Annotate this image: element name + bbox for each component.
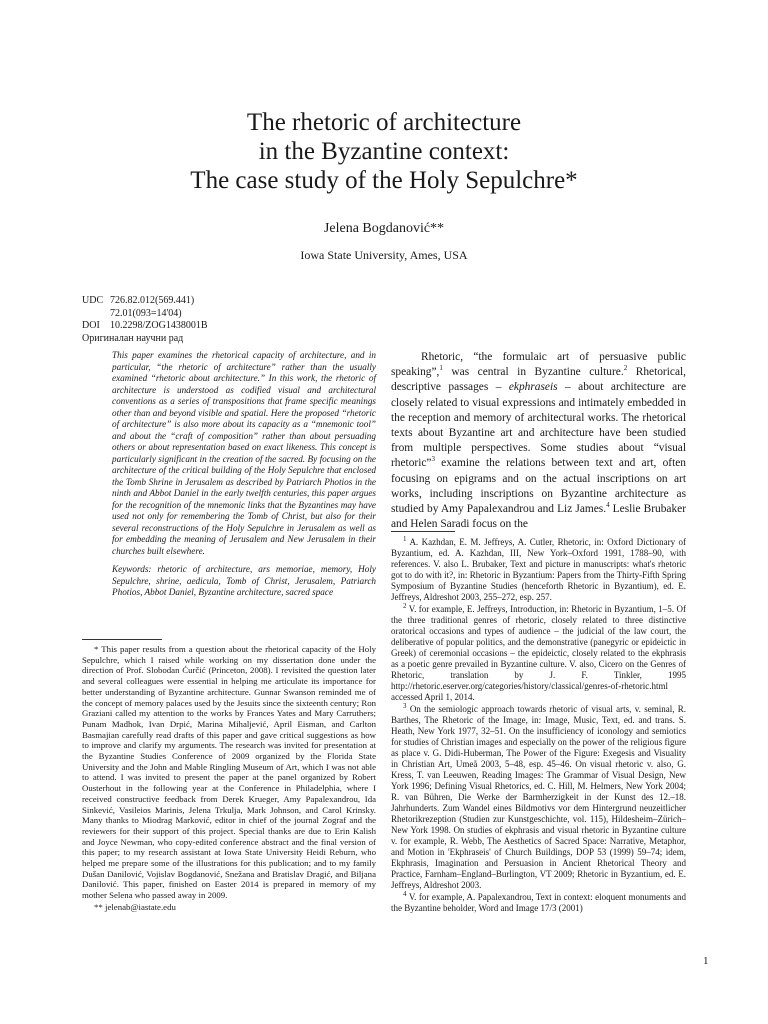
main-body-text [391, 350, 686, 532]
article-metadata [82, 295, 208, 345]
footnote-number: 4 [403, 890, 407, 898]
abstract-text: This paper examines the rhetorical capacity of architecture, and in particular, “the rhetoric of architecture” rather than the usually examined “rhetoric about architecture.” In this work, the rhetoric of architecture is understood as codified visual and architectural conventions as a series of transpositions that frame specific meanings other than and beyond visible and spatial. Here the proposed “rhetoric of architecture” is also more about its capacity as a “mnemonic tool” and about the “craft of composition” rather than about persuading others or about representation based on exact likeness. This concept is particularly significant in the creation of the sacred. By focusing on the architecture of the critical building of the Holy Sepulchre that enclosed the Tomb Shrine in Jerusalem as described by Patriarch Photios in the ninth and Abbot Daniel in the early twelfth centuries, this paper argues for the recognition of the mnemonic links that the Byzantines may have used not only for remembering the Tomb of Christ, but also for their several reconstructions of the Holy Sepulchre in Jerusalem as well as for embedding the meaning of Jerusalem and New Jerusalem in their churches built elsewhere. [112, 350, 376, 556]
title-line-3: The case study of the Holy Sepulchre* [190, 167, 578, 194]
body-text-run: Rhetorical, descriptive passages – [391, 366, 687, 394]
abstract [112, 350, 376, 599]
title-line-2: in the Byzantine context: [258, 138, 510, 165]
doi-label: DOI [82, 320, 100, 331]
doi-value: 10.2298/ZOG1438001B [110, 320, 208, 331]
footnote-text: V. for example, E. Jeffreys, Introduction, in: Rhetoric in Byzantium, 1–5. Of the three traditional genres of rhetoric, closely related to three distinctive oratorical occasions and types of audience – the judicial of the law court, the deliberative of popular politics, and the demonstrative (panegyric or epideictic in Greek) of ceremonial occasions – the epideictic, closely related to the ekphrasis as a poetic genre prevailed in Byzantine culture. V. also, Cicero on the Genres of Rhetoric, translation by J. F. Tinkler, 1995 http://rhetoric.eserver.org/categories/history/classical/genres-of-rhetoric.html accessed April 1, 2014. [391, 604, 686, 702]
body-text-run: – about architecture are closely related to visual expressions and intimately embedded in the reception and memory of architectural works. The rhetorical texts about Byzantine art and architecture have been studied from multiple perspectives. Some studies about “visual rhetoric” [391, 381, 686, 470]
article-type: Оригиналан научни рад [82, 332, 184, 344]
footnote-text: V. for example, A. Papalexandrou, Text in context: eloquent monuments and the Byzantine beholder, Word and Image 17/3 (2001) [391, 892, 686, 913]
keywords: Keywords: rhetoric of architecture, ars memoriae, memory, Holy Sepulchre, shrine, aedicula, Tomb of Christ, Jerusalem, Patriarch Photios, Abbot Daniel, Byzantine architecture, sacred space [112, 564, 376, 597]
body-text-run: Leslie Brubaker and Helen Saradi focus on the [391, 503, 686, 531]
footnote-text: A. Kazhdan, E. M. Jeffreys, A. Cutler, Rhetoric, in: Oxford Dictionary of Byzantium, ed. A. Kazhdan, III, New York–Oxford 1991, 1788–90, with references. V. also L. Brubaker, Text and picture in manuscripts: what's rhetoric got to do with it?, in: Rhetoric in Byzantium: Papers from the Thirty-Fifth Spring Symposium of Byzantine Studies (henceforth Rhetoric in Byzantium), ed. E. Jeffreys, Aldreshot 2003, 255–272, esp. 257. [391, 537, 686, 602]
left-footnote-rule [82, 639, 162, 640]
footnote-number: 2 [403, 602, 407, 610]
page-number: 1 [703, 955, 709, 967]
body-italic-term: ekphraseis [508, 381, 558, 394]
body-text-run: Rhetoric, “the formulaic art of persuasive public speaking”, [391, 351, 686, 379]
body-text-run: examine the relations between text and art, often focusing on epigrams and on the actual inscriptions on art works, including inscriptions on Byzantine architecture as studied by Amy Papalexandrou and Liz James. [391, 457, 686, 516]
right-footnote-rule [391, 531, 455, 532]
title-line-1: The rhetoric of architecture [246, 109, 522, 136]
footnote-ref-2: 2 [623, 364, 628, 373]
body-paragraph-1 [391, 350, 686, 532]
footnote-2 [391, 604, 686, 703]
author-name: Jelena Bogdanović** [323, 221, 445, 236]
footnote-number: 1 [403, 535, 407, 543]
footnote-ref-1: 1 [439, 364, 443, 373]
footnote-ref-3: 3 [431, 455, 435, 464]
acknowledgement-footnote: * This paper results from a question about the rhetorical capacity of the Holy Sepulchre, which I raised while working on my dissertation done under the direction of Prof. Slobodan Ćurčić (Princeton, 2008). I revisited the question later and several colleagues were essential in helping me articulate its importance for better understanding of Byzantine architecture. Gunnar Swanson reminded me of the concept of memory palaces used by the Jesuits since the sixteenth century; Ron Graziani called my attention to the works by Frances Yates and Mary Carruthers; Punam Madhok, Ivan Drpić, Marina Mihaljević, April Eisman, and Carlton Basmajian carefully read drafts of this paper and gave critical suggestions as how to improve and clarify my arguments. The research was invited for presentation at the Byzantine Studies Conference of 2009 organized by the Florida State University and the John and Mable Ringling Museum of Art, which I was not able to attend. I was invited to present the paper at the panel organized by Robert Ousterhout in the following year at the Conference in Philadelphia, where I received constructive feedback from Derek Krueger, Amy Papalexandrou, Ida Sinkević, Vasileios Marinis, Jelena Trkulja, Mark Johnson, and Carol Krinsky. Many thanks to Miodrag Marković, editor in chief of the journal Zograf and the reviewers for their support of this project. Special thanks are due to Erin Kalish and Joyce Newman, who copy-edited conference abstract and the final version of this paper; to my research assistant at Iowa State University Heidi Reburn, who helped me prepare some of the illustrations for this publication; and to my family Dušan Danilović, Vojislav Bogdanović, Snežana and Bratislav Dragić, and Biljana Danilović. This paper, finished on Easter 2014 is prepared in memory of my mother Selena who passed away in 2009. [82, 644, 376, 901]
footnote-ref-4: 4 [606, 501, 610, 510]
body-text-run: was central in Byzantine culture. [442, 366, 624, 379]
left-footnotes [82, 644, 376, 913]
article-title [0, 108, 768, 195]
right-footnotes [391, 537, 686, 915]
udc-label: UDC [82, 295, 104, 306]
author-email-footnote: ** jelenab@iastate.edu [94, 901, 176, 912]
udc-code-2: 72.01(093=14'04) [110, 307, 182, 319]
footnote-3 [391, 704, 686, 891]
footnote-number: 3 [403, 702, 407, 710]
footnote-text: On the semiologic approach towards rhetoric of visual arts, v. seminal, R. Barthes, The Rhetoric of the Image, in: Image, Music, Text, ed. and trans. S. Heath, New York 1977, 32–51. On the insufficiency of iconology and semiotics for studies of Christian images and especially on the power of the religious figure as place v. G. Didi-Huberman, The Power of the Figure: Exegesis and Visuality in Christian Art, Umeå 2003, 5–48, esp. 45–46. On visual rhetoric v. also, G. Kress, T. van Leeuwen, Reading Images: The Grammar of Visual Design, New York 1996; Defining Visual Rhetorics, ed. C. Hill, M. Helmers, New York 2004; R. van Bühren, Die Werke der Barmherzigkeit in der Kunst des 12.–18. Jahrhunderts. Zum Wandel eines Bildmotivs vor dem Hintergrund neuzeitlicher Rhetorikrezeption (Studien zur Kunstgeschichte, vol. 115), Hildesheim–Zürich–New York 1998. On studies of ekphrasis and visual rhetoric in Byzantine culture v. for example, R. Webb, The Aesthetics of Sacred Space: Narrative, Metaphor, and Motion in 'Ekphraseis' of Church Buildings, DOP 53 (1999) 59–74; idem, Ekphrasis, Imagination and Persuasion in Ancient Rhetorical Theory and Practice, Farnham–England–Burlington, VT 2009; Rhetoric in Byzantium, ed. E. Jeffreys, Aldreshot 2003. [391, 704, 686, 890]
footnote-1 [391, 537, 686, 603]
udc-code-1: 726.82.012(569.441) [110, 295, 195, 306]
footnote-4 [391, 892, 686, 914]
author-affiliation: Iowa State University, Ames, USA [300, 248, 468, 262]
